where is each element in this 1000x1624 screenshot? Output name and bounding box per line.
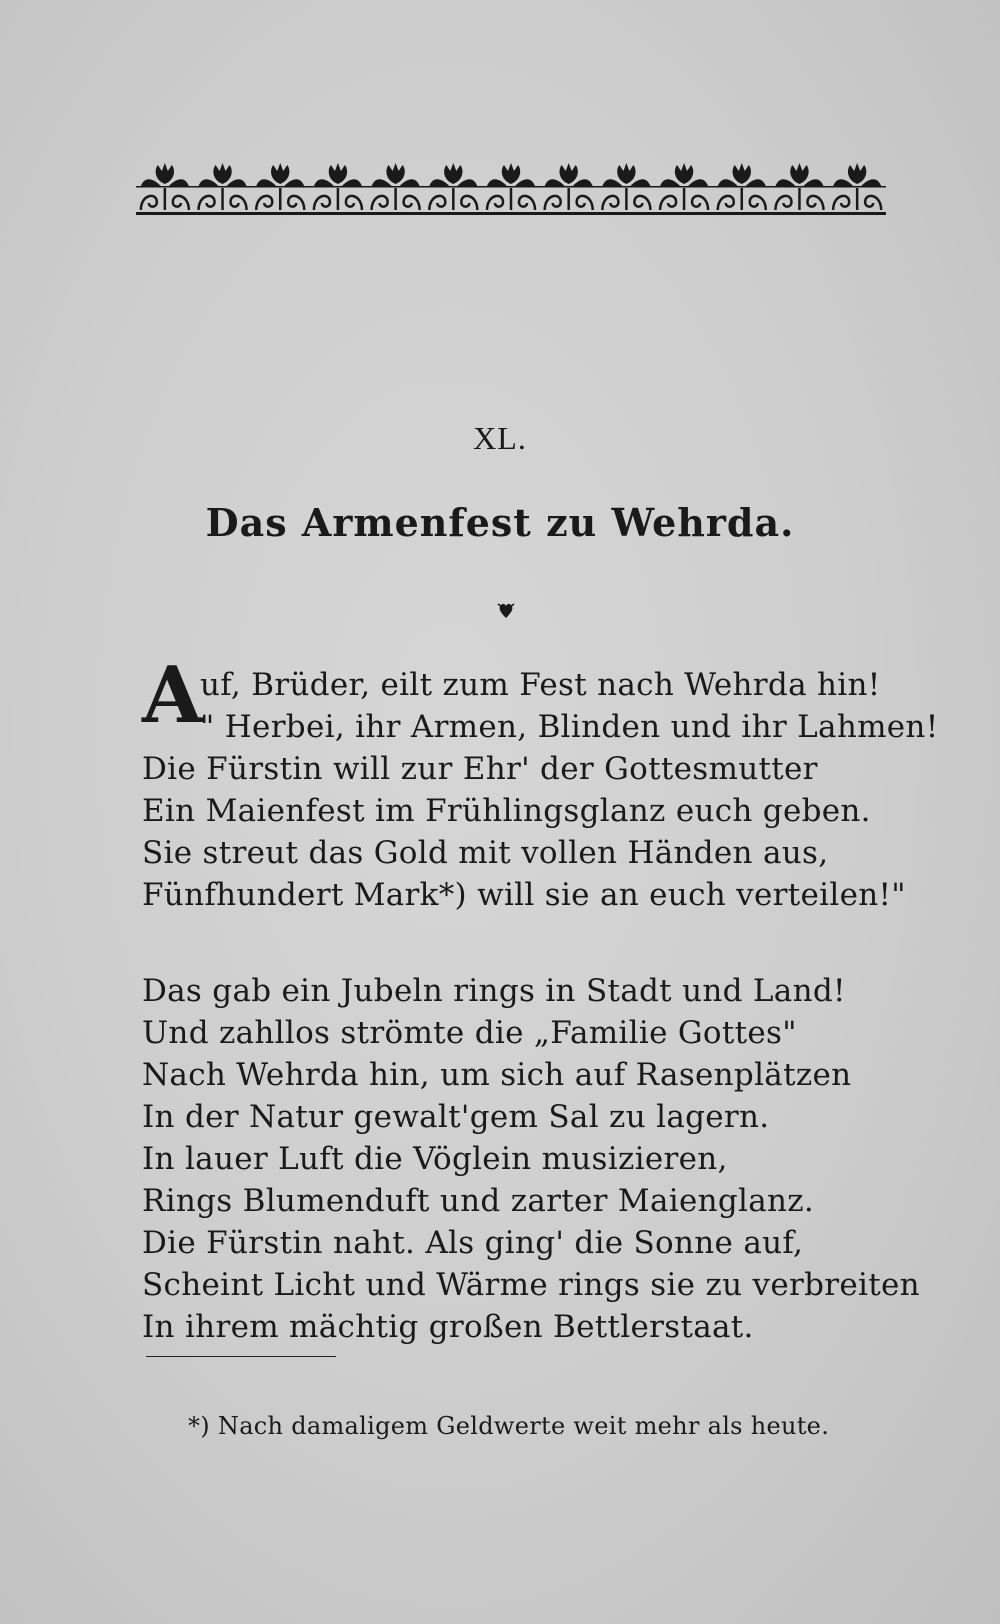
drop-cap-initial: A <box>142 650 203 741</box>
stanza-1-opening <box>142 650 939 748</box>
floral-border-ornament <box>136 162 886 222</box>
verse-line: Fünfhundert Mark*) will sie an euch verteilen!" <box>142 877 906 913</box>
chapter-number: XL. <box>473 420 527 456</box>
verse-line: In der Natur gewalt'gem Sal zu lagern. <box>142 1099 770 1135</box>
verse-line: In lauer Luft die Vöglein musizieren, <box>142 1141 728 1177</box>
stanza-2 <box>142 970 920 1348</box>
footnote: *) Nach damaligem Geldwerte weit mehr als heute. <box>188 1412 830 1440</box>
verse-line: Scheint Licht und Wärme rings sie zu verbreiten <box>142 1267 920 1303</box>
verse-line: Sie streut das Gold mit vollen Händen aus, <box>142 835 829 871</box>
verse-line: Das gab ein Jubeln rings in Stadt und Land! <box>142 973 846 1009</box>
verse-line: Nach Wehrda hin, um sich auf Rasenplätzen <box>142 1057 852 1093</box>
border-rule <box>136 212 886 215</box>
verse-line: Die Fürstin naht. Als ging' die Sonne auf, <box>142 1225 804 1261</box>
poem-title: Das Armenfest zu Wehrda. <box>205 500 795 545</box>
verse-line: " Herbei, ihr Armen, Blinden und ihr Lahmen! <box>200 709 939 745</box>
border-rule <box>136 186 886 188</box>
verse-line: In ihrem mächtig großen Bettlerstaat. <box>142 1309 754 1345</box>
fleuron-ornament-icon <box>494 598 518 622</box>
footnote-separator <box>146 1356 336 1357</box>
verse-line: Die Fürstin will zur Ehr' der Gottesmutter <box>142 751 818 787</box>
verse-line: Ein Maienfest im Frühlingsglanz euch geben. <box>142 793 871 829</box>
verse-line: uf, Brüder, eilt zum Fest nach Wehrda hin! <box>200 667 881 703</box>
stanza-1 <box>142 650 939 916</box>
decorative-header-border <box>136 162 886 222</box>
verse-line: Rings Blumenduft und zarter Maienglanz. <box>142 1183 815 1219</box>
verse-line: Und zahllos strömte die „Familie Gottes" <box>142 1015 797 1051</box>
